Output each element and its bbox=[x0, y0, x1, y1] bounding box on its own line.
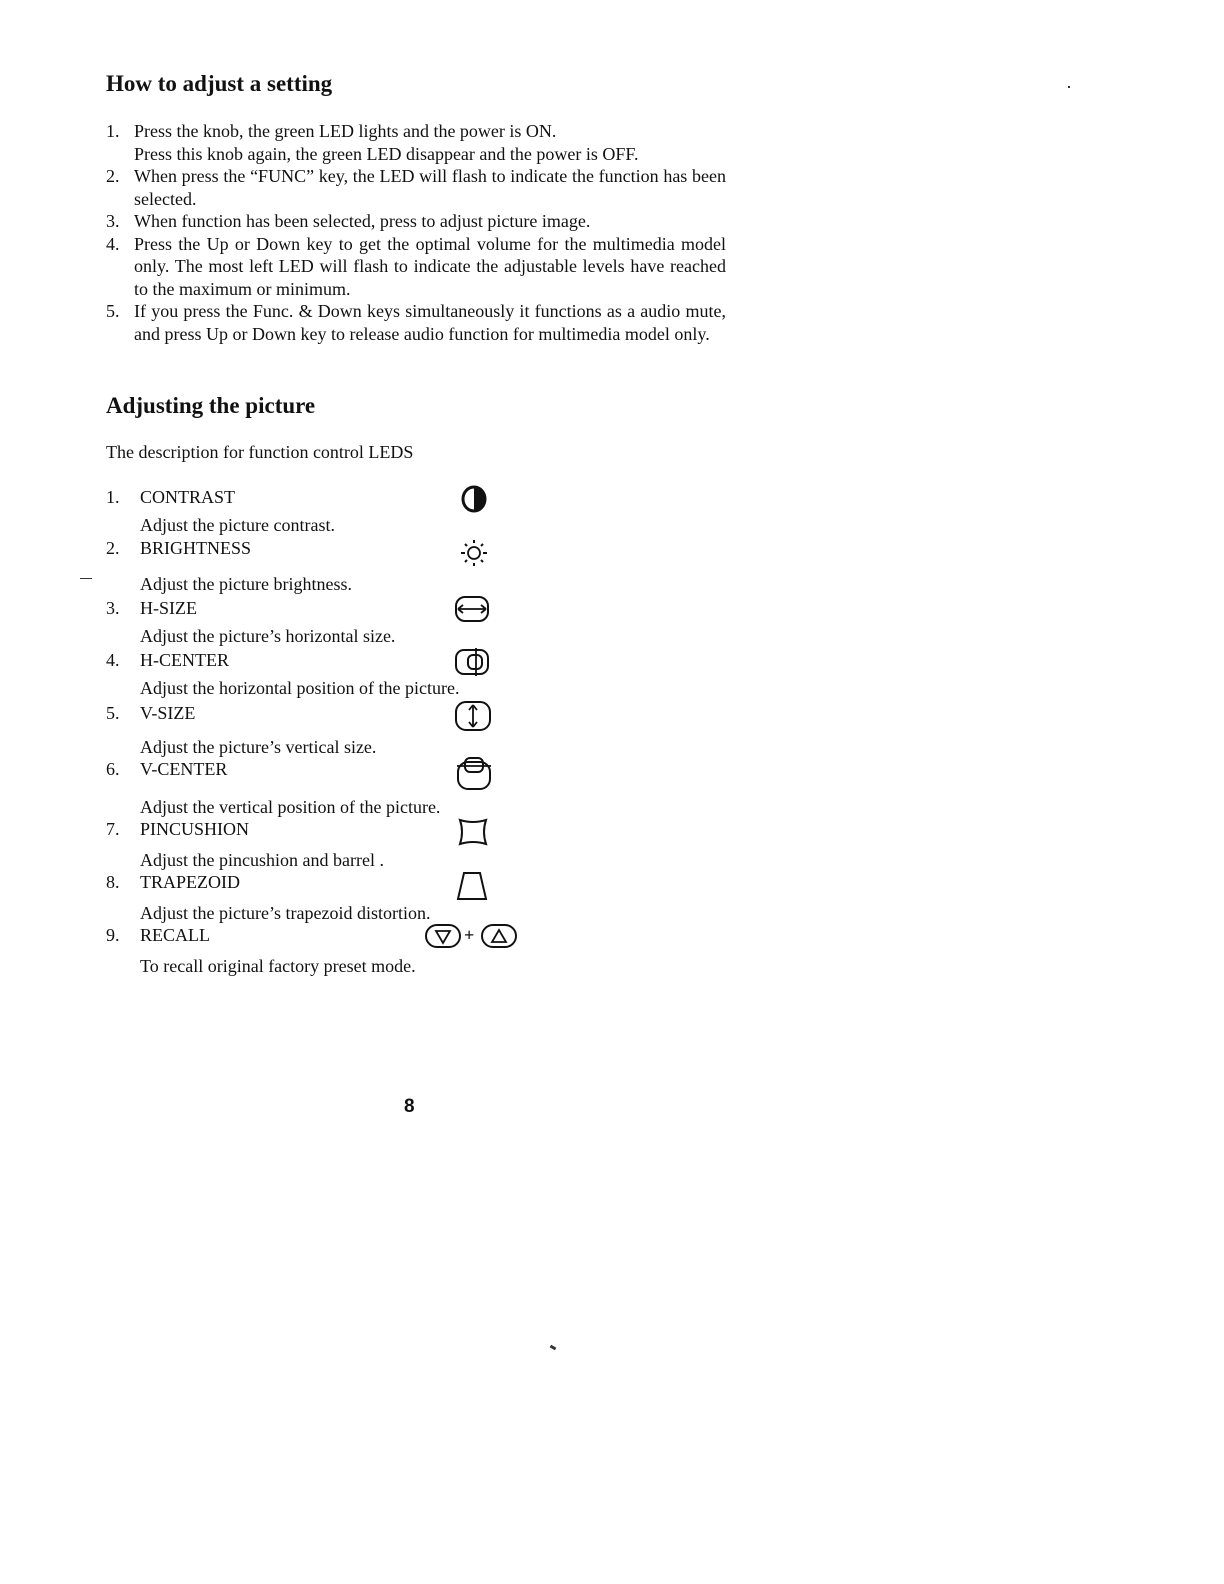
function-number: 9. bbox=[106, 925, 120, 945]
section-title-adjust-setting: How to adjust a setting bbox=[106, 71, 333, 96]
recall-icon bbox=[424, 922, 520, 950]
step-text: When function has been selected, press to adjust picture image. bbox=[134, 211, 591, 231]
step-number: 5. bbox=[106, 301, 120, 321]
function-name: CONTRAST bbox=[140, 487, 236, 507]
function-number: 4. bbox=[106, 650, 120, 670]
function-name: H-CENTER bbox=[140, 650, 229, 670]
step-number: 4. bbox=[106, 233, 120, 254]
function-name: H-SIZE bbox=[140, 598, 197, 618]
function-name: V-SIZE bbox=[140, 703, 196, 723]
function-description: Adjust the horizontal position of the picture. bbox=[140, 678, 460, 698]
step-text: Press the Up or Down key to get the optimal volume for the multimedia model only. The most left LED will flash to indicate the adjustable levels have reached to the maximum or minimum. bbox=[134, 233, 726, 299]
function-name: RECALL bbox=[140, 925, 210, 945]
function-description: Adjust the pincushion and barrel . bbox=[140, 850, 384, 870]
v-size-icon bbox=[454, 700, 492, 732]
function-number: 5. bbox=[106, 703, 120, 723]
function-number: 7. bbox=[106, 819, 120, 839]
step-item bbox=[106, 165, 726, 210]
function-name: BRIGHTNESS bbox=[140, 538, 252, 558]
step-item bbox=[106, 233, 726, 301]
step-item bbox=[106, 120, 726, 165]
h-size-icon bbox=[454, 595, 490, 623]
page-number: 8 bbox=[404, 1096, 415, 1117]
scan-speck bbox=[550, 1345, 557, 1351]
function-description: To recall original factory preset mode. bbox=[140, 956, 416, 976]
v-center-icon bbox=[456, 756, 492, 792]
function-description: Adjust the picture brightness. bbox=[140, 574, 352, 594]
function-description: Adjust the picture’s trapezoid distortion. bbox=[140, 903, 431, 923]
function-description: Adjust the picture contrast. bbox=[140, 515, 335, 535]
step-item bbox=[106, 300, 726, 345]
steps-list bbox=[106, 120, 726, 345]
brightness-icon bbox=[456, 535, 492, 571]
step-text: If you press the Func. & Down keys simultaneously it functions as a audio mute, and press Up or Down key to release audio function for multimedia model only. bbox=[134, 301, 726, 344]
function-number: 8. bbox=[106, 872, 120, 892]
pincushion-icon bbox=[458, 818, 488, 846]
step-number: 1. bbox=[106, 121, 120, 141]
function-description: Adjust the picture’s horizontal size. bbox=[140, 626, 396, 646]
scan-speck bbox=[80, 578, 92, 579]
step-text: Press the knob, the green LED lights and the power is ON. bbox=[134, 121, 557, 141]
function-number: 1. bbox=[106, 487, 120, 507]
function-name: PINCUSHION bbox=[140, 819, 250, 839]
step-text: When press the “FUNC” key, the LED will flash to indicate the function has been selected. bbox=[134, 166, 726, 209]
trapezoid-icon bbox=[456, 871, 488, 901]
section-title-adjusting-picture: Adjusting the picture bbox=[106, 393, 316, 418]
function-description: Adjust the vertical position of the picture. bbox=[140, 797, 441, 817]
h-center-icon bbox=[454, 647, 492, 677]
function-description: Adjust the picture’s vertical size. bbox=[140, 737, 377, 757]
function-leds-intro: The description for function control LEDS bbox=[106, 442, 414, 462]
function-name: TRAPEZOID bbox=[140, 872, 240, 892]
function-name: V-CENTER bbox=[140, 759, 228, 779]
step-text: Press this knob again, the green LED disappear and the power is OFF. bbox=[134, 143, 639, 164]
plus-sign: + bbox=[464, 925, 475, 945]
step-item bbox=[106, 210, 726, 233]
function-number: 6. bbox=[106, 759, 120, 779]
function-number: 3. bbox=[106, 598, 120, 618]
step-number: 3. bbox=[106, 211, 120, 231]
step-number: 2. bbox=[106, 166, 120, 186]
function-number: 2. bbox=[106, 538, 120, 558]
contrast-icon bbox=[460, 484, 488, 514]
scan-speck bbox=[1068, 86, 1070, 88]
